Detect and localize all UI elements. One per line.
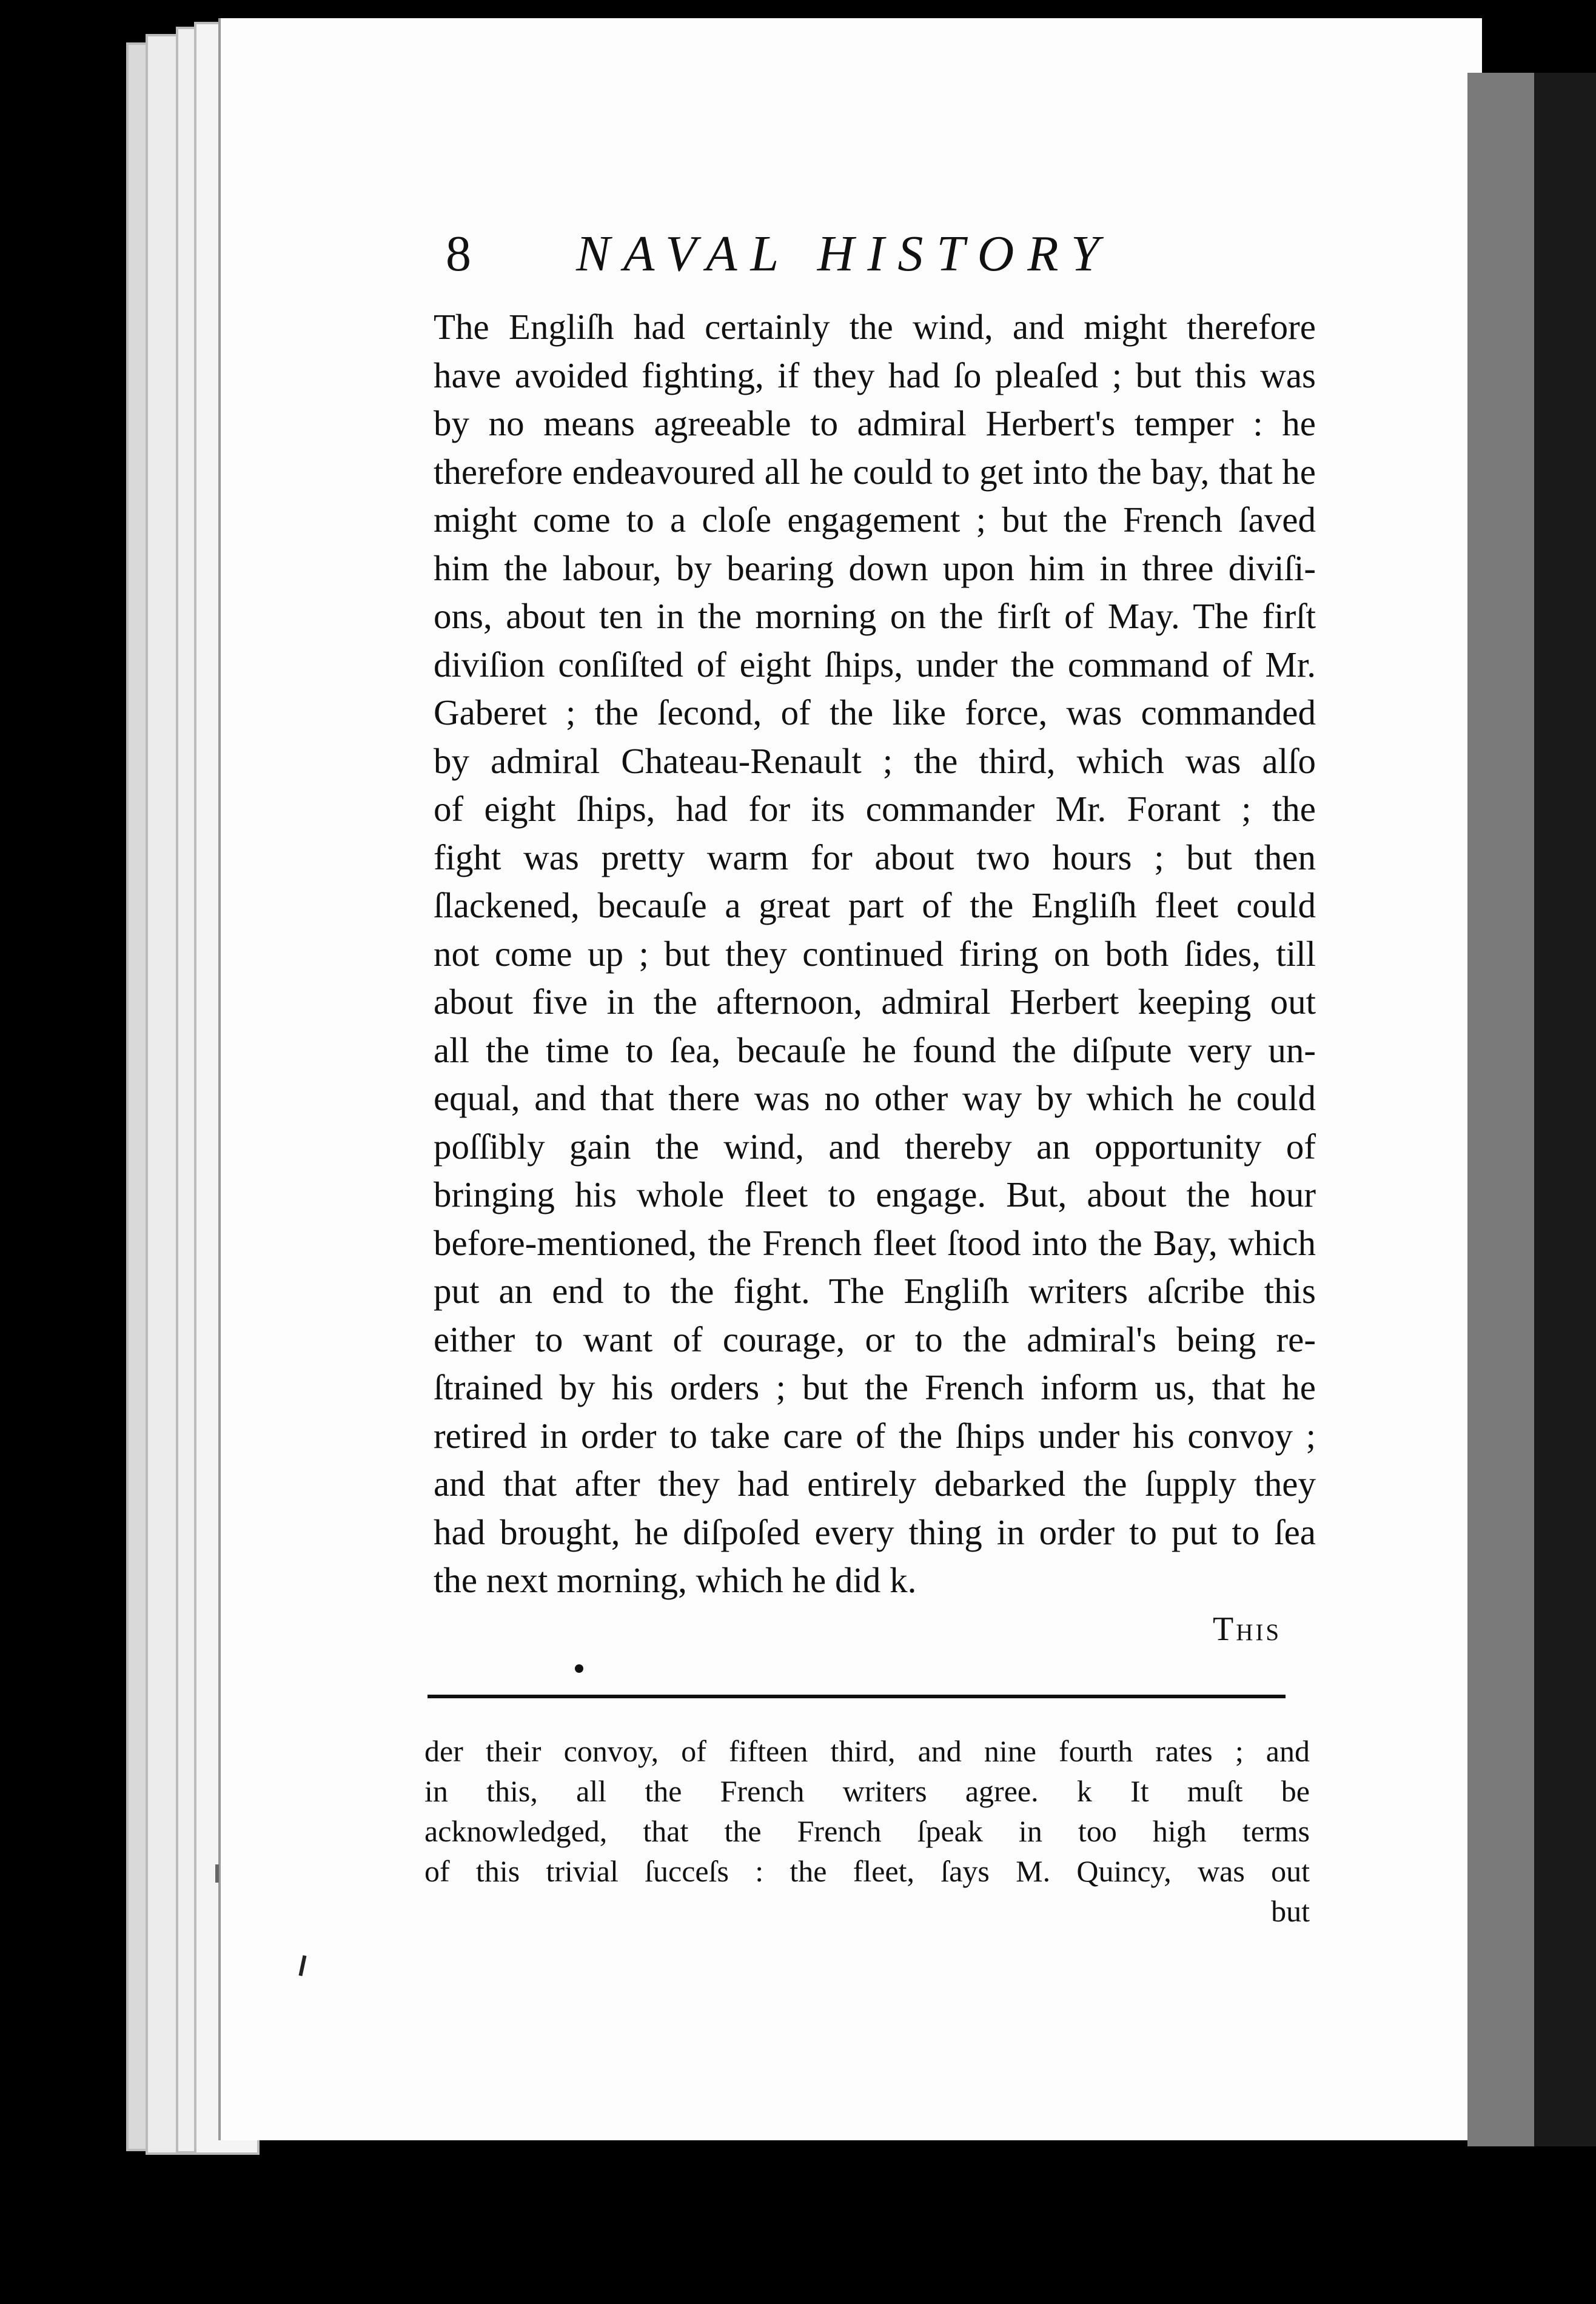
footnote-line: in this, all the French writers agree. k It muſt be xyxy=(424,1774,1310,1808)
text-line: by no means agreeable to admiral Herbert's temper : he xyxy=(434,403,1316,443)
gutter-dark xyxy=(1534,73,1596,2146)
text-line: bringing his whole fleet to engage. But, about the hour xyxy=(434,1174,1316,1214)
footnote-line: der their convoy, of fifteen third, and nine fourth rates ; and xyxy=(424,1734,1310,1768)
footnote-catchword: but xyxy=(1271,1894,1310,1928)
text-line: retired in order to take care of the ſhips under his convoy ; xyxy=(434,1415,1316,1456)
body-text xyxy=(434,303,1316,1605)
text-line: diviſion conſiſted of eight ſhips, under the command of Mr. xyxy=(434,644,1316,685)
footnote-line: acknowledged, that the French ſpeak in too high terms xyxy=(424,1814,1310,1848)
text-line: of eight ſhips, had for its commander Mr. Forant ; the xyxy=(434,789,1316,829)
text-line: not come up ; but they continued firing on both ſides, till xyxy=(434,933,1316,974)
text-line: poſſibly gain the wind, and thereby an opportunity of xyxy=(434,1126,1316,1167)
text-line: by admiral Chateau-Renault ; the third, which was alſo xyxy=(434,740,1316,781)
ink-dot xyxy=(575,1664,583,1673)
text-line: either to want of courage, or to the admiral's being re- xyxy=(434,1319,1316,1359)
ink-mark xyxy=(215,1864,219,1883)
text-line: The Engliſh had certainly the wind, and might therefore xyxy=(434,307,1316,347)
page-number: 8 xyxy=(446,226,471,282)
text-line: all the time to ſea, becauſe he found the diſpute very un- xyxy=(434,1030,1316,1070)
text-line: equal, and that there was no other way by which he could xyxy=(434,1078,1316,1118)
text-line: fight was pretty warm for about two hours ; but then xyxy=(434,837,1316,877)
text-line: the next morning, which he did k. xyxy=(434,1560,917,1600)
text-line: ons, about ten in the morning on the firſt of May. The firſt xyxy=(434,596,1316,636)
text-line: had brought, he diſpoſed every thing in order to put to ſea xyxy=(434,1512,1316,1552)
catchword: This xyxy=(1213,1610,1282,1648)
text-line: Gaberet ; the ſecond, of the like force, was commanded xyxy=(434,692,1316,732)
footnote-line: of this trivial ſucceſs : the fleet, ſays M. Quincy, was out xyxy=(424,1854,1310,1888)
running-title: NAVAL HISTORY xyxy=(576,226,1113,282)
text-line: have avoided fighting, if they had ſo pleaſed ; but this was xyxy=(434,355,1316,395)
text-line: therefore endeavoured all he could to get into the bay, that he xyxy=(434,451,1316,492)
running-head xyxy=(446,212,1234,291)
footnote-rule xyxy=(428,1695,1286,1698)
gutter-shadow xyxy=(1467,73,1534,2146)
text-line: before-mentioned, the French fleet ſtood into the Bay, which xyxy=(434,1222,1316,1263)
text-line: put an end to the fight. The Engliſh writers aſcribe this xyxy=(434,1271,1316,1311)
footnotes xyxy=(424,1731,1310,1931)
text-line: might come to a cloſe engagement ; but the French ſaved xyxy=(434,500,1316,540)
text-line: about five in the afternoon, admiral Herbert keeping out xyxy=(434,982,1316,1022)
text-line: ſtrained by his orders ; but the French inform us, that he xyxy=(434,1367,1316,1407)
text-line: ſlackened, becauſe a great part of the Engliſh fleet could xyxy=(434,885,1316,925)
text-line: and that after they had entirely debarked the ſupply they xyxy=(434,1464,1316,1504)
text-line: him the labour, by bearing down upon him in three diviſi- xyxy=(434,548,1316,588)
